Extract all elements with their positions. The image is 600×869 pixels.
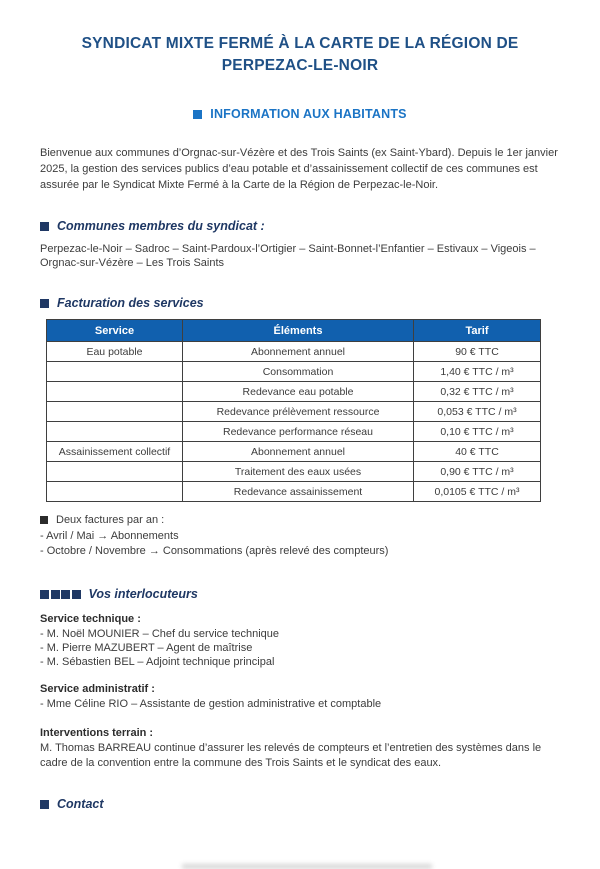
cell-service: Eau potable xyxy=(47,342,183,362)
bullet-square-icon xyxy=(51,590,60,599)
contact-heading-label: Contact xyxy=(57,797,104,811)
section-heading-facturation xyxy=(40,296,560,310)
technique-list xyxy=(40,627,560,669)
table-row xyxy=(47,482,541,502)
table-row xyxy=(47,362,541,382)
interlocuteurs-heading-label: Vos interlocuteurs xyxy=(88,587,198,601)
bullet-square-icon xyxy=(40,516,48,524)
bullet-square-icon xyxy=(40,800,49,809)
interventions-title: Interventions terrain : xyxy=(40,727,154,739)
cell-service xyxy=(47,422,183,442)
cell-element: Traitement des eaux usées xyxy=(183,462,414,482)
bullet-square-icon xyxy=(40,222,49,231)
document-body xyxy=(0,33,600,811)
cell-service xyxy=(47,482,183,502)
bullet-square-icon xyxy=(40,590,49,599)
page-title-line2: PERPEZAC-LE-NOIR xyxy=(221,57,379,74)
billing-title-label: Deux factures par an : xyxy=(56,514,165,526)
table-row xyxy=(47,422,541,442)
communes-heading-label: Communes membres du syndicat : xyxy=(57,219,265,233)
cell-tarif: 0,0105 € TTC / m³ xyxy=(414,482,541,502)
cell-element: Consommation xyxy=(183,362,414,382)
scan-artifact xyxy=(182,864,432,869)
table-header-tarif: Tarif xyxy=(414,320,541,342)
cell-tarif: 90 € TTC xyxy=(414,342,541,362)
table-row xyxy=(47,442,541,462)
technique-title: Service technique : xyxy=(40,613,141,625)
cell-service xyxy=(47,382,183,402)
page-title-line1: SYNDICAT MIXTE FERMÉ À LA CARTE DE LA RÉGION DE xyxy=(81,35,519,52)
billing-title xyxy=(40,513,560,528)
table-row xyxy=(47,402,541,422)
billing-item: - Avril / Mai → Abonnements xyxy=(40,530,179,542)
intro-paragraph: Bienvenue aux communes d’Orgnac-sur-Vézère et des Trois Saints (ex Saint-Ybard). Depuis le 1er janvier 2025, la gestion des services publics d’eau potable et d’assainissement collectif de ces communes est assurée par le Syndicat Mixte Fermé à la Carte de la Région de Perpezac-le-Noir. xyxy=(40,147,558,191)
facturation-heading-label: Facturation des services xyxy=(57,296,204,310)
bullet-square-icon xyxy=(61,590,70,599)
cell-tarif: 0,053 € TTC / m³ xyxy=(414,402,541,422)
cell-element: Redevance prélèvement ressource xyxy=(183,402,414,422)
bullet-square-icon xyxy=(40,299,49,308)
table-header-service: Service xyxy=(47,320,183,342)
cell-tarif: 0,10 € TTC / m³ xyxy=(414,422,541,442)
section-heading-communes xyxy=(40,219,560,233)
cell-service xyxy=(47,462,183,482)
administratif-title: Service administratif : xyxy=(40,683,155,695)
list-item: - M. Pierre MAZUBERT – Agent de maîtrise xyxy=(40,642,253,654)
section-heading-contact xyxy=(40,797,560,811)
document-page xyxy=(0,33,600,869)
cell-tarif: 0,32 € TTC / m³ xyxy=(414,382,541,402)
bullet-square-icon xyxy=(193,110,202,119)
table-header-elements: Éléments xyxy=(183,320,414,342)
administratif-list xyxy=(40,697,560,711)
bullet-square-icon xyxy=(72,590,81,599)
cell-element: Redevance eau potable xyxy=(183,382,414,402)
page-title xyxy=(65,33,535,77)
cell-element: Redevance assainissement xyxy=(183,482,414,502)
table-row xyxy=(47,342,541,362)
info-banner-label: INFORMATION AUX HABITANTS xyxy=(210,107,407,121)
list-item: - M. Sébastien BEL – Adjoint technique principal xyxy=(40,656,275,668)
cell-service xyxy=(47,402,183,422)
list-item: - M. Noël MOUNIER – Chef du service technique xyxy=(40,628,280,640)
cell-service xyxy=(47,362,183,382)
cell-element: Abonnement annuel xyxy=(183,442,414,462)
info-banner xyxy=(40,107,560,121)
billing-item: - Octobre / Novembre → Consommations (après relevé des compteurs) xyxy=(40,545,389,557)
tarifs-table xyxy=(46,319,541,502)
section-heading-interlocuteurs xyxy=(40,587,560,601)
interventions-text: M. Thomas BARREAU continue d’assurer les relevés de compteurs et l’entretien des systèmes dans le cadre de la convention entre la commune des Trois Saints et le syndicat des eaux. xyxy=(40,742,542,769)
cell-service: Assainissement collectif xyxy=(47,442,183,462)
cell-tarif: 1,40 € TTC / m³ xyxy=(414,362,541,382)
cell-tarif: 0,90 € TTC / m³ xyxy=(414,462,541,482)
cell-element: Redevance performance réseau xyxy=(183,422,414,442)
communes-list: Perpezac-le-Noir – Sadroc – Saint-Pardoux-l’Ortigier – Saint-Bonnet-l’Enfantier – Estivaux – Vigeois – Orgnac-sur-Vézère – Les Trois Saints xyxy=(40,243,536,269)
billing-note xyxy=(40,513,560,559)
table-row xyxy=(47,462,541,482)
cell-element: Abonnement annuel xyxy=(183,342,414,362)
list-item: - Mme Céline RIO – Assistante de gestion administrative et comptable xyxy=(40,698,382,710)
table-row xyxy=(47,382,541,402)
table-header-row xyxy=(47,320,541,342)
cell-tarif: 40 € TTC xyxy=(414,442,541,462)
